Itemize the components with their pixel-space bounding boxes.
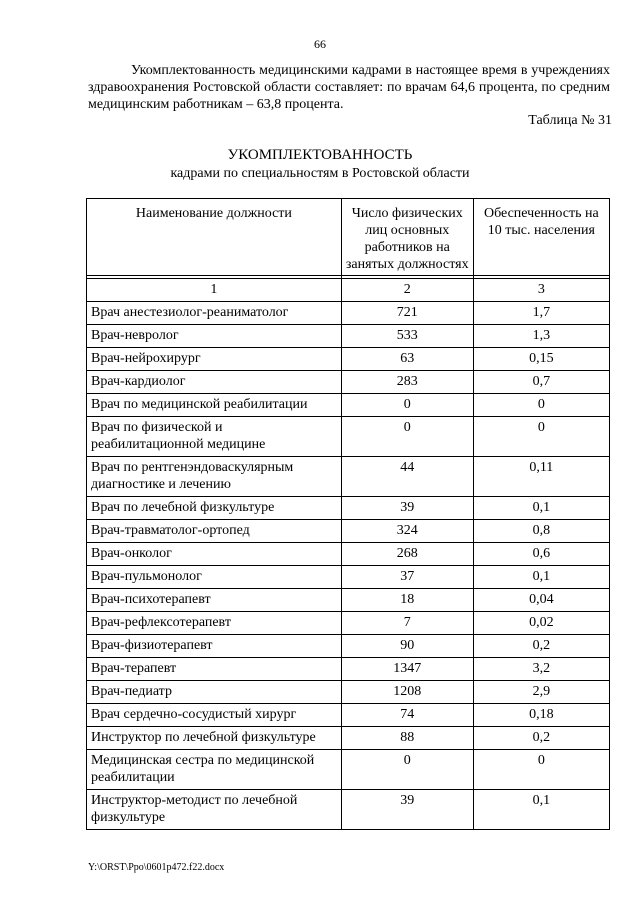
per-10k-population: 0,2	[473, 635, 609, 658]
per-10k-population: 0,2	[473, 727, 609, 750]
table-row	[87, 704, 610, 727]
position-name: Врач по лечебной физкультуре	[87, 497, 342, 520]
table-row	[87, 325, 610, 348]
per-10k-population: 0	[473, 417, 609, 457]
table-row	[87, 371, 610, 394]
per-10k-population: 0	[473, 750, 609, 790]
staff-count: 533	[341, 325, 473, 348]
staff-count: 74	[341, 704, 473, 727]
per-10k-population: 1,7	[473, 302, 609, 325]
per-10k-population: 0,1	[473, 566, 609, 589]
staff-count: 18	[341, 589, 473, 612]
staff-count: 88	[341, 727, 473, 750]
table-row	[87, 750, 610, 790]
position-name: Врач-педиатр	[87, 681, 342, 704]
table-row	[87, 790, 610, 830]
intro-text: Укомплектованность медицинскими кадрами в настоящее время в учреждениях здравоохранения Ростовской области составляет: по врачам 64,6 процента, по средним медицинским работникам – 63,8 процента.	[88, 63, 610, 112]
position-name: Врач-рефлексотерапевт	[87, 612, 342, 635]
position-name: Врач сердечно-сосудистый хирург	[87, 704, 342, 727]
staff-count: 0	[341, 417, 473, 457]
staff-count: 268	[341, 543, 473, 566]
table-row	[87, 394, 610, 417]
per-10k-population: 0,6	[473, 543, 609, 566]
position-name: Врач-психотерапевт	[87, 589, 342, 612]
staff-count: 0	[341, 394, 473, 417]
table-title: УКОМПЛЕКТОВАННОСТЬ	[227, 147, 413, 163]
per-10k-population: 0,02	[473, 612, 609, 635]
table-number: Таблица № 31	[528, 113, 612, 128]
table-row	[87, 612, 610, 635]
per-10k-population: 0,04	[473, 589, 609, 612]
position-name: Врач анестезиолог-реаниматолог	[87, 302, 342, 325]
staffing-table	[86, 198, 610, 830]
table-row	[87, 681, 610, 704]
intro-paragraph	[88, 62, 610, 113]
column-number-row	[87, 279, 610, 302]
header-count: Число физических лиц основных работников на занятых должностях	[341, 199, 473, 276]
position-name: Врач-нейрохирург	[87, 348, 342, 371]
table-row	[87, 497, 610, 520]
header-per-10k: Обеспеченность на 10 тыс. населения	[473, 199, 609, 276]
table-row	[87, 348, 610, 371]
position-name: Инструктор по лечебной физкультуре	[87, 727, 342, 750]
staff-count: 90	[341, 635, 473, 658]
table-row	[87, 417, 610, 457]
staff-count: 7	[341, 612, 473, 635]
position-name: Врач-пульмонолог	[87, 566, 342, 589]
per-10k-population: 3,2	[473, 658, 609, 681]
table-subtitle: кадрами по специальностям в Ростовской области	[170, 166, 470, 181]
table-row	[87, 589, 610, 612]
staff-count: 44	[341, 457, 473, 497]
per-10k-population: 0,15	[473, 348, 609, 371]
table-row	[87, 543, 610, 566]
column-number: 1	[87, 279, 342, 302]
column-number: 3	[473, 279, 609, 302]
staff-count: 721	[341, 302, 473, 325]
position-name: Инструктор-методист по лечебной физкультуре	[87, 790, 342, 830]
per-10k-population: 0,8	[473, 520, 609, 543]
staff-count: 63	[341, 348, 473, 371]
per-10k-population: 0,1	[473, 497, 609, 520]
page-number: 66	[314, 37, 326, 51]
position-name: Врач-невролог	[87, 325, 342, 348]
footer-file-path: Y:\ORST\Ppo\0601p472.f22.docx	[88, 862, 225, 873]
position-name: Врач по рентгенэндоваскулярным диагностике и лечению	[87, 457, 342, 497]
table-row	[87, 566, 610, 589]
staff-count: 283	[341, 371, 473, 394]
table-row	[87, 658, 610, 681]
per-10k-population: 0,1	[473, 790, 609, 830]
table-row	[87, 457, 610, 497]
per-10k-population: 0,7	[473, 371, 609, 394]
header-position: Наименование должности	[87, 199, 342, 276]
per-10k-population: 0,18	[473, 704, 609, 727]
staff-count: 1347	[341, 658, 473, 681]
position-name: Врач-физиотерапевт	[87, 635, 342, 658]
staff-count: 39	[341, 790, 473, 830]
position-name: Врач-кардиолог	[87, 371, 342, 394]
per-10k-population: 2,9	[473, 681, 609, 704]
position-name: Врач по физической и реабилитационной медицине	[87, 417, 342, 457]
position-name: Врач-онколог	[87, 543, 342, 566]
staff-count: 1208	[341, 681, 473, 704]
position-name: Медицинская сестра по медицинской реабилитации	[87, 750, 342, 790]
table-row	[87, 520, 610, 543]
table-row	[87, 302, 610, 325]
staff-count: 39	[341, 497, 473, 520]
per-10k-population: 0	[473, 394, 609, 417]
table-row	[87, 727, 610, 750]
table-row	[87, 635, 610, 658]
staff-count: 37	[341, 566, 473, 589]
table-header-row	[87, 199, 610, 276]
position-name: Врач-терапевт	[87, 658, 342, 681]
column-number: 2	[341, 279, 473, 302]
per-10k-population: 1,3	[473, 325, 609, 348]
position-name: Врач по медицинской реабилитации	[87, 394, 342, 417]
position-name: Врач-травматолог-ортопед	[87, 520, 342, 543]
staff-count: 324	[341, 520, 473, 543]
per-10k-population: 0,11	[473, 457, 609, 497]
staff-count: 0	[341, 750, 473, 790]
